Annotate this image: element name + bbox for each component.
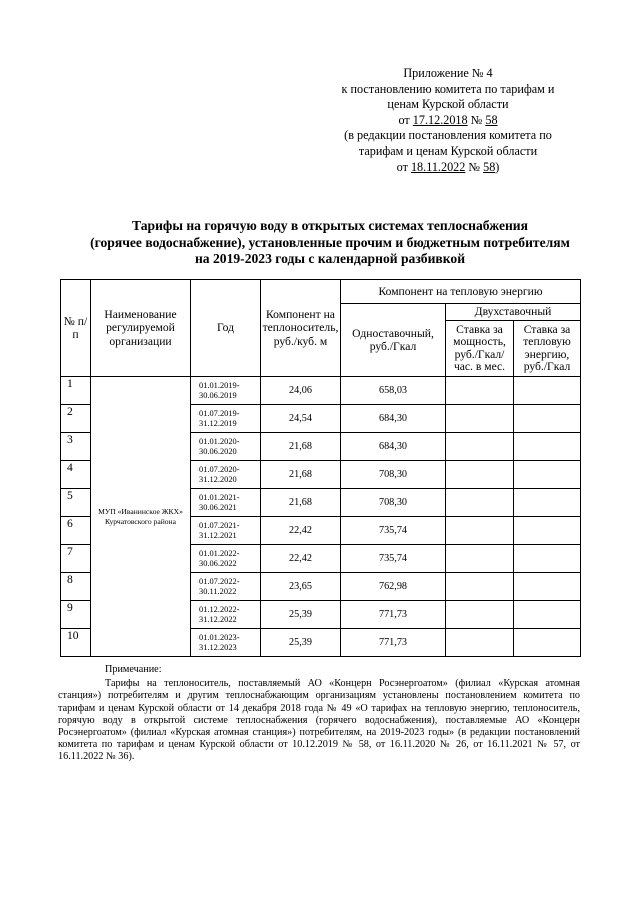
capacity-rate-value [446,405,514,433]
energy-rate-value [514,573,581,601]
footnote-heading: Примечание: [105,664,162,675]
capacity-rate-value [446,489,514,517]
carrier-value: 21,68 [261,461,341,489]
amendment-number-sign: № [465,159,484,174]
capacity-rate-value [446,377,514,405]
row-number: 5 [61,489,91,517]
capacity-rate-value [446,601,514,629]
row-number: 4 [61,461,91,489]
appendix-line-6: тарифам и ценам Курской области [358,143,538,158]
appendix-number-sign: № [467,112,486,127]
energy-rate-value [514,545,581,573]
capacity-rate-value [446,573,514,601]
header-energy-rate: Ставка за тепловую энергию, руб./Гкал [514,321,581,377]
appendix-line-5: (в редакции постановления комитета по [344,128,552,143]
single-rate-value: 771,73 [341,601,446,629]
energy-rate-value [514,433,581,461]
row-number: 6 [61,517,91,545]
carrier-value: 22,42 [261,545,341,573]
row-number: 10 [61,629,91,657]
footnote-text: Тарифы на теплоноситель, поставляемый АО «Концерн Росэнергоатом» (филиал «Курская атомная станция») потребителям и другим теплоснабжающим организациям установлены постановлением комитета по тарифам и ценам Курской области от 14 декабря 2018 года № 49 «О тарифах на тепловую энергию, теплоноситель, горячую воду в открытой системе теплоснабжения (горячего водоснабжения), поставляемые АО «Концерн Росэнергоатом» (филиал «Курская атомная станция») потребителям, на 2019-2023 годы» (в редакции постановлений комитета по тарифам и ценам Курской области от 10.12.2019 № 58, от 16.11.2020 № 26, от 16.11.2021 № 57, от 16.11.2022 № 36). [58,678,580,763]
header-organization: Наименование регулируемой организации [91,280,191,377]
title-line-2: (горячее водоснабжение), установленные прочим и бюджетным потребителям [90,234,570,250]
capacity-rate-value [446,433,514,461]
energy-rate-value [514,461,581,489]
row-number: 7 [61,545,91,573]
appendix-line-3: ценам Курской области [387,97,509,112]
single-rate-value: 762,98 [341,573,446,601]
organization-cell: МУП «Иванинское ЖКХ» Курчатовского района [91,377,191,657]
header-row-number: № п/п [61,280,91,377]
appendix-line-1: Приложение № 4 [403,66,493,80]
period-cell: 01.07.2020-31.12.2020 [191,461,261,489]
row-number: 8 [61,573,91,601]
single-rate-value: 708,30 [341,489,446,517]
carrier-value: 24,06 [261,377,341,405]
single-rate-value: 684,30 [341,405,446,433]
row-number: 9 [61,601,91,629]
energy-rate-value [514,517,581,545]
appendix-resolution-date: 17.12.2018 [412,112,468,127]
carrier-value: 25,39 [261,601,341,629]
amendment-date: 18.11.2022 [410,159,466,174]
header-single-rate: Одноставочный, руб./Гкал [341,304,446,377]
period-cell: 01.01.2022-30.06.2022 [191,545,261,573]
appendix-resolution-number: 58 [485,112,498,127]
single-rate-value: 735,74 [341,545,446,573]
carrier-value: 21,68 [261,433,341,461]
tariff-table [60,279,581,657]
capacity-rate-value [446,517,514,545]
carrier-value: 24,54 [261,405,341,433]
period-cell: 01.07.2021-31.12.2021 [191,517,261,545]
period-cell: 01.07.2022-30.11.2022 [191,573,261,601]
period-cell: 01.01.2019-30.06.2019 [191,377,261,405]
energy-rate-value [514,377,581,405]
capacity-rate-value [446,461,514,489]
period-cell: 01.01.2023-31.12.2023 [191,629,261,657]
amendment-close-paren: ) [495,159,500,174]
appendix-line-7 [300,160,596,176]
energy-rate-value [514,489,581,517]
carrier-value: 21,68 [261,489,341,517]
appendix-date-prefix: от [398,112,413,127]
single-rate-value: 658,03 [341,377,446,405]
single-rate-value: 771,73 [341,629,446,657]
capacity-rate-value [446,629,514,657]
period-cell: 01.01.2021-30.06.2021 [191,489,261,517]
title-line-3: на 2019-2023 годы с календарной разбивкой [194,251,466,267]
header-energy-component: Компонент на тепловую энергию [341,280,581,304]
carrier-value: 22,42 [261,517,341,545]
single-rate-value: 735,74 [341,517,446,545]
header-capacity-rate: Ставка за мощность, руб./Гкал/ час. в мес. [446,321,514,377]
row-number: 1 [61,377,91,405]
energy-rate-value [514,629,581,657]
header-two-rate: Двухставочный [446,304,581,321]
header-year: Год [191,280,261,377]
table-row [61,377,581,405]
amendment-date-prefix: от [396,159,411,174]
title-line-1: Тарифы на горячую воду в открытых системах теплоснабжения [132,218,528,233]
energy-rate-value [514,405,581,433]
single-rate-value: 684,30 [341,433,446,461]
single-rate-value: 708,30 [341,461,446,489]
carrier-value: 23,65 [261,573,341,601]
appendix-line-2: к постановлению комитета по тарифам и [341,81,555,96]
carrier-value: 25,39 [261,629,341,657]
period-cell: 01.01.2020-30.06.2020 [191,433,261,461]
row-number: 2 [61,405,91,433]
appendix-line-4 [300,113,596,129]
footnote [58,664,580,764]
capacity-rate-value [446,545,514,573]
amendment-number: 58 [483,159,496,174]
appendix-header [300,66,596,175]
header-carrier-component: Компонент на теплоноситель, руб./куб. м [261,280,341,377]
document-title [56,218,604,268]
period-cell: 01.07.2019-31.12.2019 [191,405,261,433]
row-number: 3 [61,433,91,461]
period-cell: 01.12.2022-31.12.2022 [191,601,261,629]
energy-rate-value [514,601,581,629]
